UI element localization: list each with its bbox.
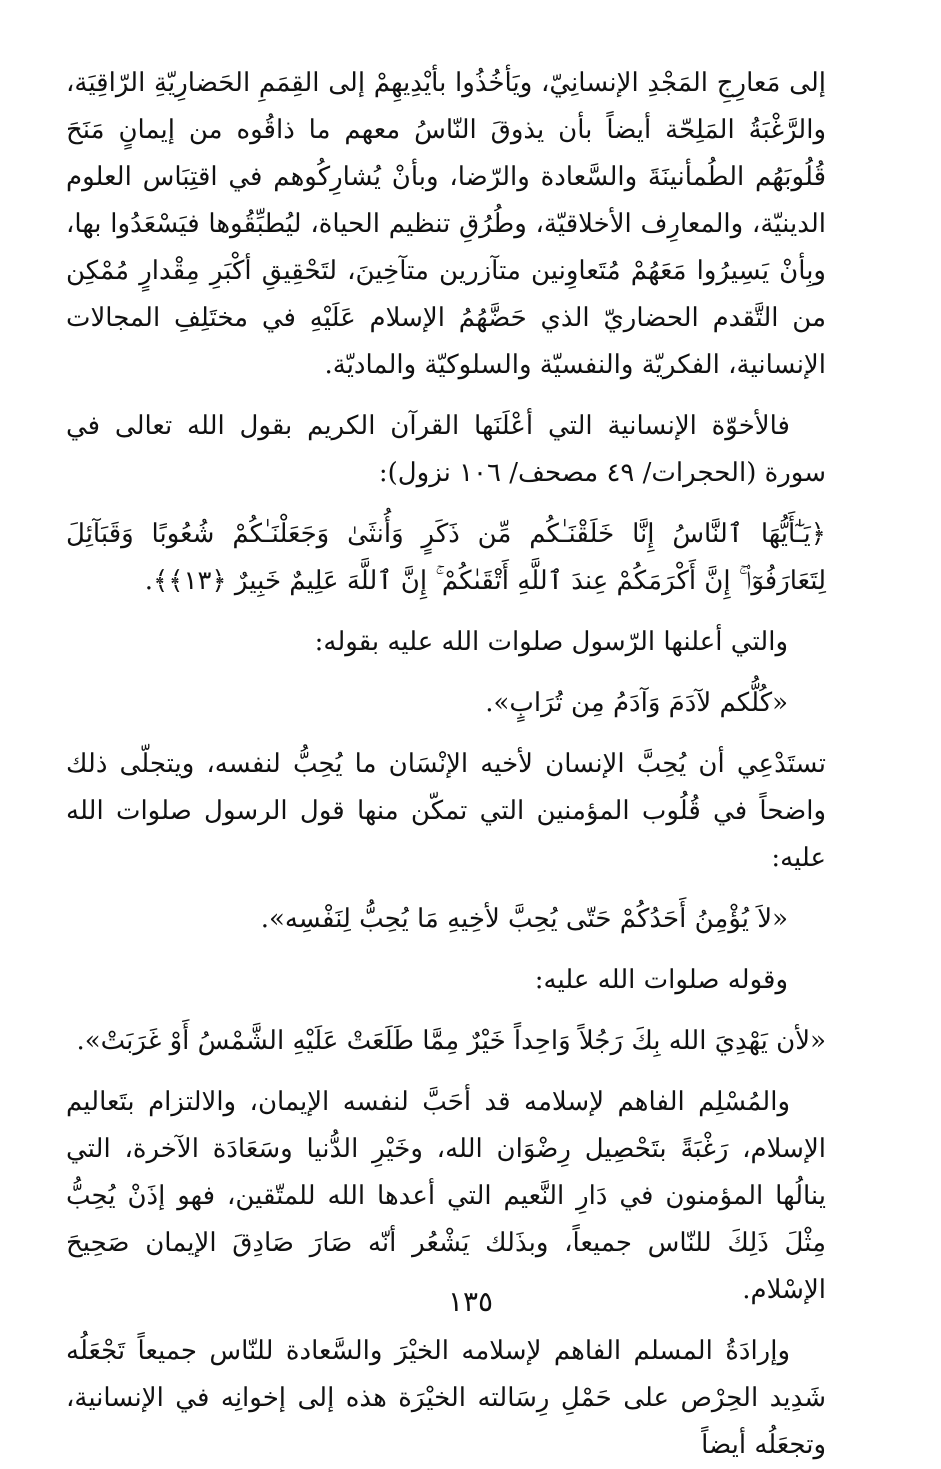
- paragraph-muslim-understanding: والمُسْلِم الفاهم لإسلامه قد أحَبَّ لنفسه الإيمان، والالتزام بتَعاليم الإسلام، رَغْبَةً بتَحْصِيل رِضْوَان الله، وخَيْرِ الدُّنيا وسَعَادَة الآخرة، التي ينالُها المؤمنون في دَارِ النَّعيم التي أعدها الله للمتّقين، فهو إذَنْ يُحِبُّ مِثْلَ ذَلِكَ للنّاس جميعاً، وبذَلك يَشْعُر أنّه صَارَ صَادِقَ الإيمان صَحِيحَ الإسْلام.: [66, 1087, 826, 1305]
- page-number: ١٣٥: [447, 1285, 494, 1318]
- hadith-quote-guidance: «لأن يَهْدِيَ الله بِكَ رَجُلاً وَاحِداً خَيْرٌ مِمَّا طَلَعَتْ عَلَيْهِ الشَّمْسُ أَوْ غَرَبَتْ».: [76, 1026, 826, 1056]
- page-body: [66, 60, 826, 1469]
- paragraph-love-for-brother: تستَدْعِي أن يُحِبَّ الإنسان لأخيه الإنْسَان ما يُحِبُّ لنفسه، ويتجلّى ذلك واضحاً في قُلُوب المؤمنين التي تمكّن منها قول الرسول صلوات الله عليه:: [66, 749, 826, 873]
- paragraph-prophet-intro: والتي أعلنها الرّسول صلوات الله عليه بقوله:: [314, 627, 788, 657]
- paragraph-brotherhood-intro: فالأخوّة الإنسانية التي أعْلَنَها القرآن الكريم بقول الله تعالى في سورة (الحجرات/ ٤٩ مصحف/ ١٠٦ نزول):: [66, 411, 826, 488]
- paragraph-continuation: إلى مَعارِجِ المَجْدِ الإنسانِيّ، ويَأخُذُوا بأيْدِيهِمْ إلى القِمَمِ الحَضارِيّةِ الرّاقِيَة، والرَّغْبَةُ المَلِحّة أيضاً بأن يذوقَ النّاسُ معهم ما ذاقُوه من إيمانٍ مَنَحَ قُلُوبَهُم الطُمأنينَةَ والسَّعادة والرّضا، وبأنْ يُشارِكُوهم في اقتِبَاس العلوم الدينيّة، والمعارِف الأخلاقيّة، وطُرُقِ تنظيم الحياة، ليُطبِّقُوها فيَسْعَدُوا بها، وبِأنْ يَسِيرُوا مَعَهُمْ مُتَعاوِنين متآزرين متآخِينَ، لتَحْقِيقِ أكْبَرِ مِقْدارٍ مُمْكِن من التَّقدم الحضاريّ الذي حَضَّهُمُ الإسلام عَلَيْهِ في مختَلِفِ المجالات الإنسانية، الفكريّة والنفسيّة والسلوكيّة والماديّة.: [66, 68, 826, 380]
- paragraph-muslim-will: وإرادَةُ المسلم الفاهم لإسلامه الخيْرَ والسَّعادة للنّاس جميعاً تَجْعَلُه شَدِيد الحِرْص على حَمْلِ رِسَالته الخيْرَة هذه إلى إخوانِه في الإنسانية، وتجعَلُه أيضاً: [66, 1336, 826, 1460]
- paragraph-saying-intro: وقوله صلوات الله عليه:: [534, 965, 788, 995]
- hadith-quote-adam: «كُلُّكم لآدَمَ وَآدَمُ مِن تُرَابٍ».: [485, 688, 788, 718]
- quran-verse: ﴿يَـٰٓأَيُّهَا ٱلنَّاسُ إِنَّا خَلَقْنَـٰكُم مِّن ذَكَرٍ وَأُنثَىٰ وَجَعَلْنَـٰكُمْ شُعُوبًا وَقَبَآئِلَ لِتَعَارَفُوٓا۟ ۚ إِنَّ أَكْرَمَكُمْ عِندَ ٱللَّهِ أَتْقَىٰكُمْ ۚ إِنَّ ٱللَّهَ عَلِيمٌ خَبِيرٌ ﴿١٣﴾﴾.: [66, 519, 826, 596]
- hadith-quote-faith: «لاَ يُؤْمِنُ أَحَدُكُمْ حَتّى يُحِبَّ لأخِيهِ مَا يُحِبُّ لِنَفْسِه».: [260, 904, 788, 934]
